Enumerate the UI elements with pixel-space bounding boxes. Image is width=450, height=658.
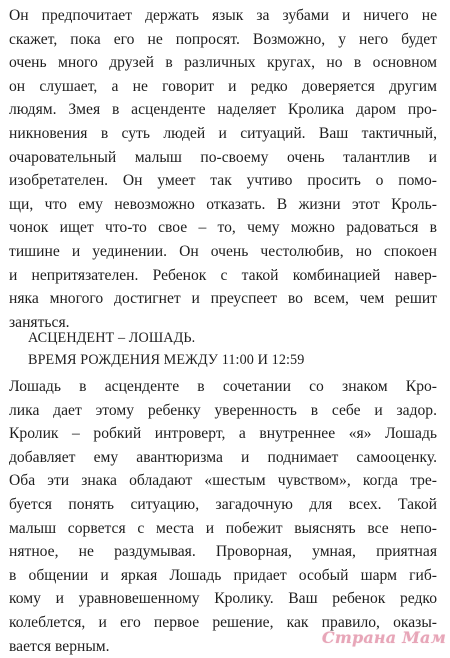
text-line: изобретателен. Он умеет так учтиво просить о помо- — [9, 172, 437, 190]
paragraph-1 — [9, 4, 437, 334]
text-line: очаровательный малыш по-своему очень талантлив и — [9, 148, 437, 166]
text-line: и непритязателен. Ребенок с такой комбинацией навер- — [9, 266, 437, 284]
text-line: Он предпочитает держать язык за зубами и ничего не — [9, 7, 437, 24]
text-line: нятное, не раздумывая. Проворная, умная, приятная — [9, 543, 437, 561]
text-line: малыш сорвется с места и побежит выяснять все непо- — [9, 519, 437, 537]
text-line: колеблется, и его первое решение, как правило, оказы- — [9, 613, 437, 631]
text-line: няка многого достигнет и преуспеет во всем, чем решит — [9, 290, 437, 308]
text-line: людям. Змея в асценденте наделяет Кролика даром про- — [9, 101, 437, 119]
paragraph-2 — [9, 375, 437, 658]
text-line: Лошадь в асценденте в сочетании со знаком Кро- — [9, 378, 437, 395]
text-line: буется понять ситуацию, загадочную для всех. Такой — [9, 495, 437, 513]
text-line: тишине и уединении. Он очень честолюбив, но спокоен — [9, 242, 437, 260]
text-line: кому и уравновешенному Кролику. Ваш ребенок редко — [9, 590, 437, 608]
text-line: чонок ищет что-то свое – то, чему можно радоваться в — [9, 219, 437, 237]
text-line: он слушает, а не говорит и редко доверяется другим — [9, 77, 437, 95]
section-heading-birth-time: ВРЕМЯ РОЖДЕНИЯ МЕЖДУ 11:00 И 12:59 — [28, 352, 305, 368]
text-line: щи, что ему невозможно отказать. В жизни этот Кроль- — [9, 195, 437, 213]
text-line: заняться. — [9, 313, 70, 331]
text-line: никновения в суть людей и ситуаций. Ваш тактичный, — [9, 124, 437, 142]
text-line: очень много друзей в различных кругах, но в основном — [9, 54, 437, 72]
text-line: вается верным. — [9, 637, 110, 655]
text-line: лика дает этому ребенку уверенность в себе и задор. — [9, 401, 437, 419]
section-heading-ascendant: АСЦЕНДЕНТ – ЛОШАДЬ. — [28, 330, 196, 346]
text-line: Кролик – робкий интроверт, а внутреннее «я» Лошадь — [9, 425, 437, 443]
watermark-logo: Страна Мам — [321, 628, 446, 647]
text-line: Оба эти знака обладают «шестым чувством», когда тре- — [9, 472, 437, 490]
text-line: скажет, пока его не попросят. Возможно, у него будет — [9, 30, 437, 48]
text-line: в общении и яркая Лошадь придает особый шарм гиб- — [9, 566, 437, 584]
text-line: добавляет ему авантюризма и поднимает самооценку. — [9, 448, 437, 466]
